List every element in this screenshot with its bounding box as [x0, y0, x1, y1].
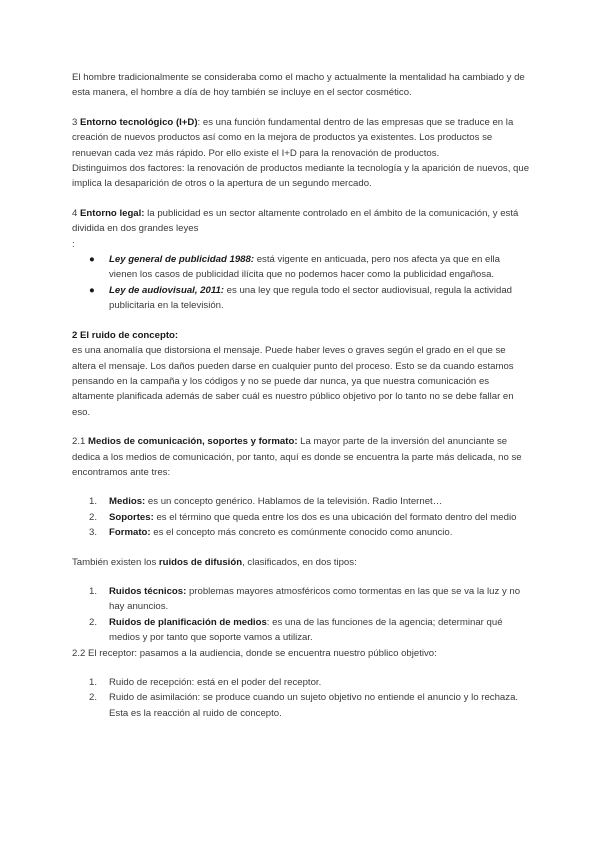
item-text: es un concepto genérico. Hablamos de la televisión. Radio Internet… [145, 496, 443, 508]
document-body [72, 70, 530, 721]
media-text: La mayor parte de la inversión del anunciante se dedica a los medios de comunicación, por tanto, aquí es donde se encuentra la parte más delicada, no se encontramos ante tres: [72, 436, 522, 478]
item-text: es el concepto más concreto es comúnmente conocido como anuncio. [150, 527, 453, 539]
list-item [72, 690, 530, 721]
media-heading: Medios de comunicación, soportes y formato: [88, 436, 298, 448]
intro-paragraph: El hombre tradicionalmente se consideraba como el macho y actualmente la mentalidad ha cambiado y de esta manera, el hombre a día de hoy también se incluye en el sector cosmético. [72, 72, 525, 99]
spacer [72, 314, 530, 328]
laws-list [72, 252, 530, 314]
legal-colon: : [72, 238, 75, 250]
item-number: 1. [89, 496, 98, 508]
tech-paragraph-2: Distinguimos dos factores: la renovación de productos mediante la tecnología y la aparición de nuevos, que implica la desaparición de otros o la apertura de un segundo mercado. [72, 163, 530, 190]
diffusion-paragraph [72, 555, 530, 570]
item-term: Ruidos técnicos: [109, 585, 187, 597]
media-number: 2.1 [72, 436, 86, 448]
law-text: es una ley que regula todo el sector audiovisual, regula la actividad publicitaria en la televisión. [109, 284, 512, 312]
legal-number: 4 [72, 207, 78, 219]
item-text: problemas mayores atmosféricos como tormentas en las que se va la luz y no hay anuncios. [109, 585, 521, 613]
spacer [72, 480, 530, 494]
legal-text: la publicidad es un sector altamente controlado en el ámbito de la comunicación, y está dividida en dos grandes leyes [72, 207, 519, 235]
receiver-list [72, 675, 530, 721]
diffusion-pre: También existen los [72, 556, 159, 568]
diffusion-list [72, 584, 530, 646]
item-term: Ruidos de planificación de medios [109, 616, 267, 628]
list-item [72, 584, 530, 615]
list-item [72, 675, 530, 690]
list-item [72, 510, 530, 525]
item-number: 2. [89, 692, 98, 704]
diffusion-term: ruidos de difusión [158, 556, 243, 568]
spacer [72, 661, 530, 675]
spacer [72, 420, 530, 434]
tech-heading: Entorno tecnológico (I+D) [80, 116, 198, 128]
item-number: 2. [89, 511, 98, 523]
tech-number: 3 [72, 116, 78, 128]
receiver-paragraph: 2.2 El receptor: pasamos a la audiencia, donde se encuentra nuestro público objetivo: [72, 647, 437, 659]
bullet-icon: ● [89, 284, 95, 296]
list-item [72, 252, 530, 283]
list-item [72, 283, 530, 314]
diffusion-post: , clasificados, en dos tipos: [242, 556, 357, 568]
media-paragraph [72, 434, 530, 480]
noise-heading [72, 328, 530, 343]
item-term: Soportes: [109, 511, 154, 523]
list-item [72, 525, 530, 540]
noise-heading-text: 2 El ruido de concepto: [72, 329, 179, 341]
item-number: 1. [89, 585, 98, 597]
spacer [72, 192, 530, 206]
noise-paragraph: es una anomalía que distorsiona el mensaje. Puede haber leves o graves según el grado en el que se altera el mensaje. Los daños pueden darse en cualquier punto del proceso. Esto se da cuando estamos pensando en la campaña y los códigos y no se puede dar nunca, ya que nuestra comunicación es altamente planificada además de saber cuál es nuestro público objetivo por lo tanto no se debe fallar en eso. [72, 345, 514, 418]
item-text: Ruido de recepción: está en el poder del receptor. [109, 677, 322, 688]
spacer [72, 541, 530, 555]
legal-paragraph [72, 206, 530, 237]
item-number: 1. [89, 677, 98, 688]
spacer [72, 101, 530, 115]
item-text: Ruido de asimilación: se produce cuando un sujeto objetivo no entiende el anuncio y lo rechaza. Esta es la reacción al ruido de concepto. [109, 692, 519, 719]
law-text: está vigente en anticuada, pero nos afecta ya que en ella vienen los casos de publicidad ilícita que no podemos hacer como la publicidad engañosa. [109, 254, 500, 281]
tech-paragraph [72, 115, 530, 161]
item-text: es el término que queda entre los dos es una ubicación del formato dentro del medio [153, 511, 517, 523]
item-number: 2. [89, 616, 98, 628]
item-number: 3. [89, 527, 98, 539]
law-name: Ley general de publicidad 1988: [109, 254, 255, 266]
legal-heading: Entorno legal: [80, 207, 145, 219]
item-term: Medios: [109, 496, 146, 508]
item-term: Formato: [109, 527, 151, 539]
list-item [72, 615, 530, 646]
media-list [72, 494, 530, 540]
law-name: Ley de audiovisual, 2011: [109, 284, 224, 296]
tech-text: : es una función fundamental dentro de las empresas que se traduce en la creación de nuevos productos así como en la mejora de productos ya existentes. Los productos se renuevan cada vez más rápido. Por ello existe el I+D para la renovación de productos. [72, 116, 514, 159]
spacer [72, 570, 530, 584]
bullet-icon: ● [89, 254, 95, 266]
item-text: : es una de las funciones de la agencia; determinar qué medios y por tanto que soporte vamos a utilizar. [109, 616, 503, 644]
list-item [72, 494, 530, 509]
